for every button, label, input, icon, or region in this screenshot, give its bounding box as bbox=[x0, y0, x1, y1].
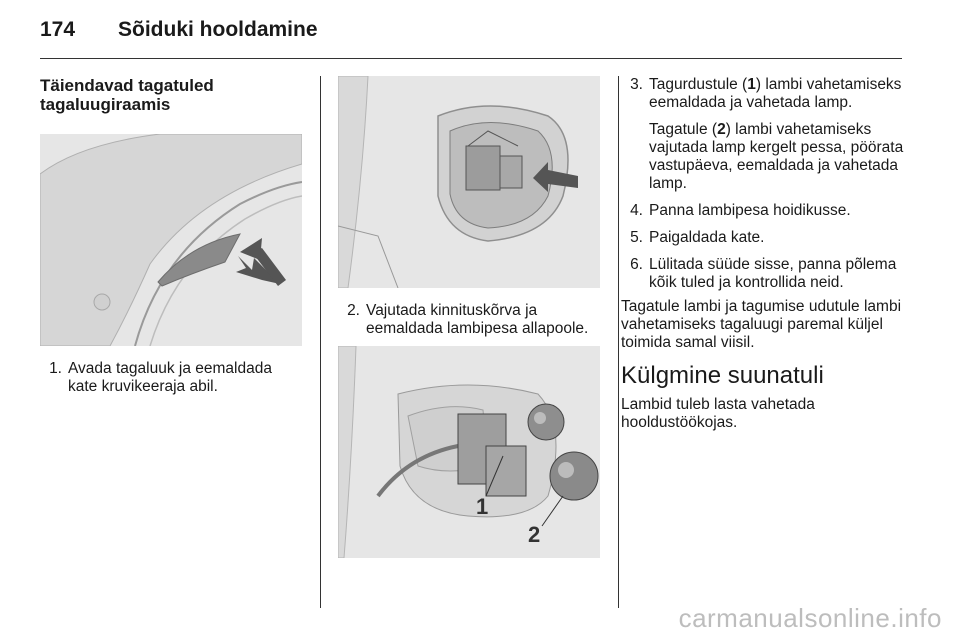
column-3 bbox=[621, 76, 906, 441]
callout-2: 2 bbox=[528, 522, 541, 547]
watermark: carmanualsonline.info bbox=[678, 603, 942, 633]
lamp-housing-illustration bbox=[338, 76, 600, 288]
tailgate-illustration bbox=[40, 134, 302, 346]
step-4: 4. Panna lambipesa hoidikusse. bbox=[630, 202, 851, 219]
step-5: 5. Paigaldada kate. bbox=[630, 229, 765, 246]
figure-tailgate-cover bbox=[40, 134, 302, 346]
page-header bbox=[40, 18, 318, 42]
section-heading-side-indicator: Külgmine suunatuli bbox=[621, 362, 824, 389]
column-divider-2 bbox=[618, 76, 619, 608]
header-rule bbox=[40, 58, 902, 59]
paragraph-workshop: Lambid tuleb lasta vahetada hooldustöökojas. bbox=[621, 396, 815, 431]
column-1 bbox=[40, 76, 305, 405]
section-title: Täiendavad tagatuled tagaluugiraamis bbox=[40, 76, 214, 114]
column-divider-1 bbox=[320, 76, 321, 608]
figure-bulb-socket bbox=[338, 346, 600, 558]
step-2: 2. Vajutada kinnituskõrva ja eemaldada lambipesa allapoole. bbox=[347, 302, 589, 337]
step-3: 3. Tagurdustule (1) lambi vahetamiseks eemaldada ja vahetada lamp. bbox=[630, 76, 902, 111]
bulb-socket-illustration bbox=[338, 346, 600, 558]
step-6: 6. Lülitada süüde sisse, panna põlema kõik tuled ja kontrollida neid. bbox=[630, 256, 897, 291]
page-number: 174 bbox=[40, 18, 76, 41]
step-1: 1. Avada tagaluuk ja eemaldada kate kruvikeeraja abil. bbox=[49, 360, 272, 395]
paragraph-rear-foglamp: Tagatule lambi ja tagumise udutule lambi vahetamiseks tagaluugi paremal küljel toimida samal viisil. bbox=[621, 298, 902, 351]
figure-lamp-housing bbox=[338, 76, 600, 288]
step-3-note: Tagatule (2) lambi vahetamiseks vajutada lamp kergelt pessa, pöörata vastupäeva, eemaldada ja vahetada lamp. bbox=[649, 121, 904, 192]
column-2 bbox=[338, 76, 603, 558]
page-title: Sõiduki hooldamine bbox=[118, 18, 318, 41]
callout-1: 1 bbox=[476, 494, 489, 519]
